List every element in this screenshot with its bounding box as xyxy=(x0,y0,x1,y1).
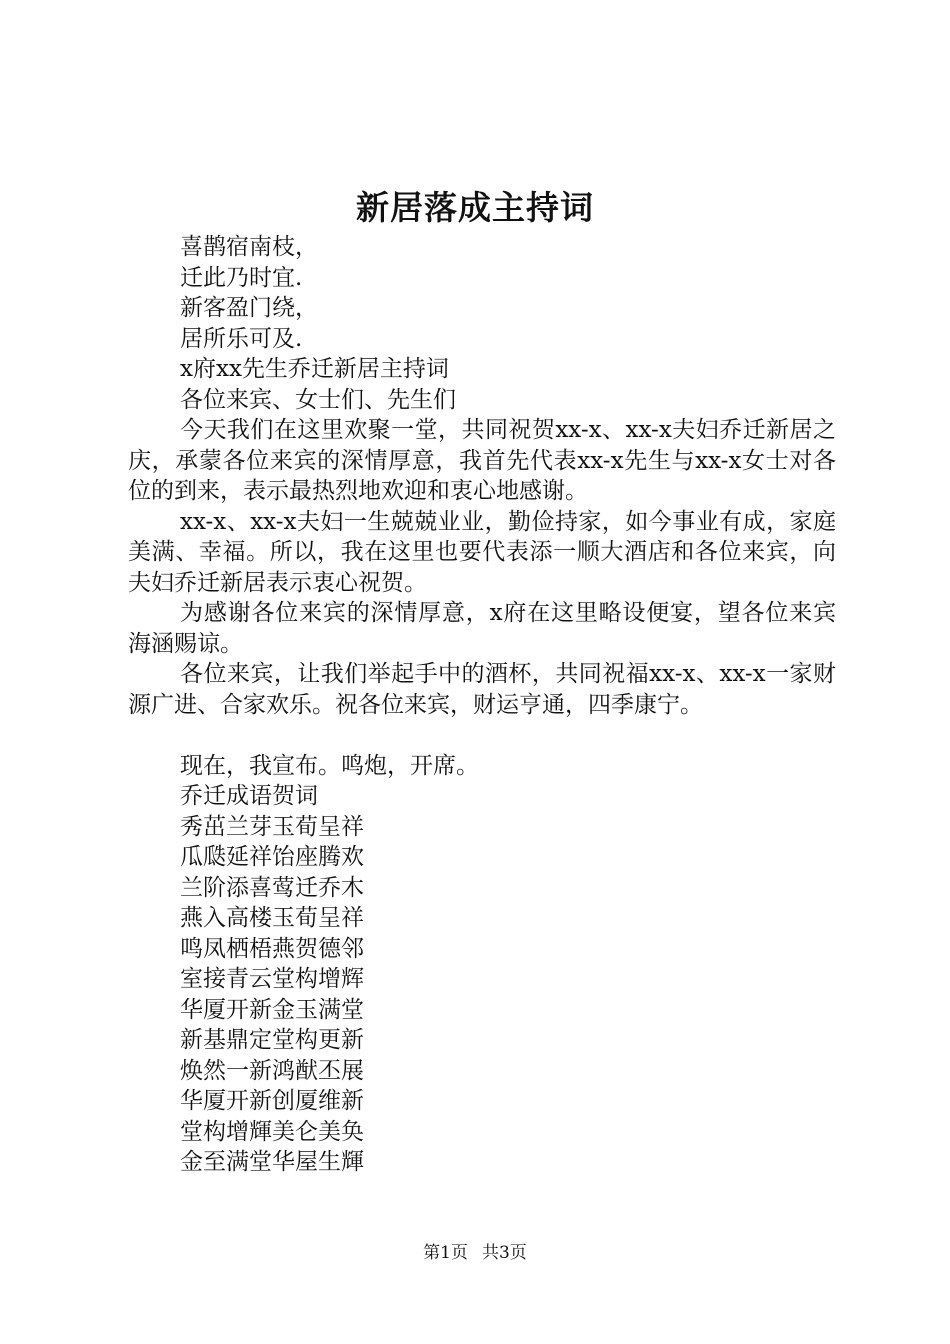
phrase-item: 新基鼎定堂构更新 xyxy=(180,1027,364,1053)
phrase-list xyxy=(128,812,836,1178)
phrase-item: 兰阶添喜莺迁乔木 xyxy=(180,874,364,901)
phrase-item: 瓜瓞延祥饴座腾欢 xyxy=(180,844,364,870)
paragraph: xx-x、xx-x夫妇一生兢兢业业，勤俭持家，如今事业有成，家庭美满、幸福。所以，我在这里也要代表添一顺大酒店和各位来宾，向夫妇乔迁新居表示衷心祝贺。 xyxy=(128,508,836,596)
phrase-item: 华厦开新金玉满堂 xyxy=(180,996,364,1023)
paragraph: 今天我们在这里欢聚一堂，共同祝贺xx-x、xx-x夫妇乔迁新居之庆，承蒙各位来宾的深情厚意，我首先代表xx-x先生与xx-x女士对各位的到来，表示最热烈地欢迎和衷心地感谢。 xyxy=(128,417,836,504)
phrase-item: 金至满堂华屋生輝 xyxy=(180,1149,364,1175)
poem-line: 喜鹊宿南枝， xyxy=(180,234,318,260)
poem-line: 新客盈门绕， xyxy=(180,295,318,321)
announcement: 现在，我宣布。鸣炮，开席。 xyxy=(180,752,479,779)
salutation: 各位来宾、女士们、先生们 xyxy=(180,386,456,413)
page-total: 共3页 xyxy=(482,1243,527,1263)
poem-line: 迁此乃时宜. xyxy=(180,264,303,291)
phrase-item: 室接青云堂构增辉 xyxy=(180,966,364,992)
page-title: 新居落成主持词 xyxy=(356,188,594,227)
document-subtitle: x府xx先生乔迁新居主持词 xyxy=(180,356,449,382)
phrase-item: 焕然一新鸿猷丕展 xyxy=(180,1057,364,1084)
phrases-heading: 乔迁成语贺词 xyxy=(180,783,318,809)
page-footer xyxy=(0,1241,950,1265)
blank-line xyxy=(128,720,836,751)
phrase-item: 堂构增輝美仑美奂 xyxy=(180,1118,364,1145)
poem-line: 居所乐可及. xyxy=(180,325,303,352)
phrase-item: 燕入高楼玉荀呈祥 xyxy=(180,905,364,931)
phrase-item: 华厦开新创厦维新 xyxy=(180,1088,364,1114)
phrase-item: 鸣凤栖梧燕贺德邻 xyxy=(180,935,364,962)
paragraph: 为感谢各位来宾的深情厚意，x府在这里略设便宴，望各位来宾海涵赐谅。 xyxy=(128,600,836,657)
phrase-item: 秀茁兰芽玉荀呈祥 xyxy=(180,813,364,840)
paragraph: 各位来宾，让我们举起手中的酒杯，共同祝福xx-x、xx-x一家财源广进、合家欢乐。祝各位来宾，财运亨通，四季康宁。 xyxy=(128,661,836,718)
document-body xyxy=(128,232,836,1178)
page-number: 第1页 xyxy=(423,1243,468,1263)
